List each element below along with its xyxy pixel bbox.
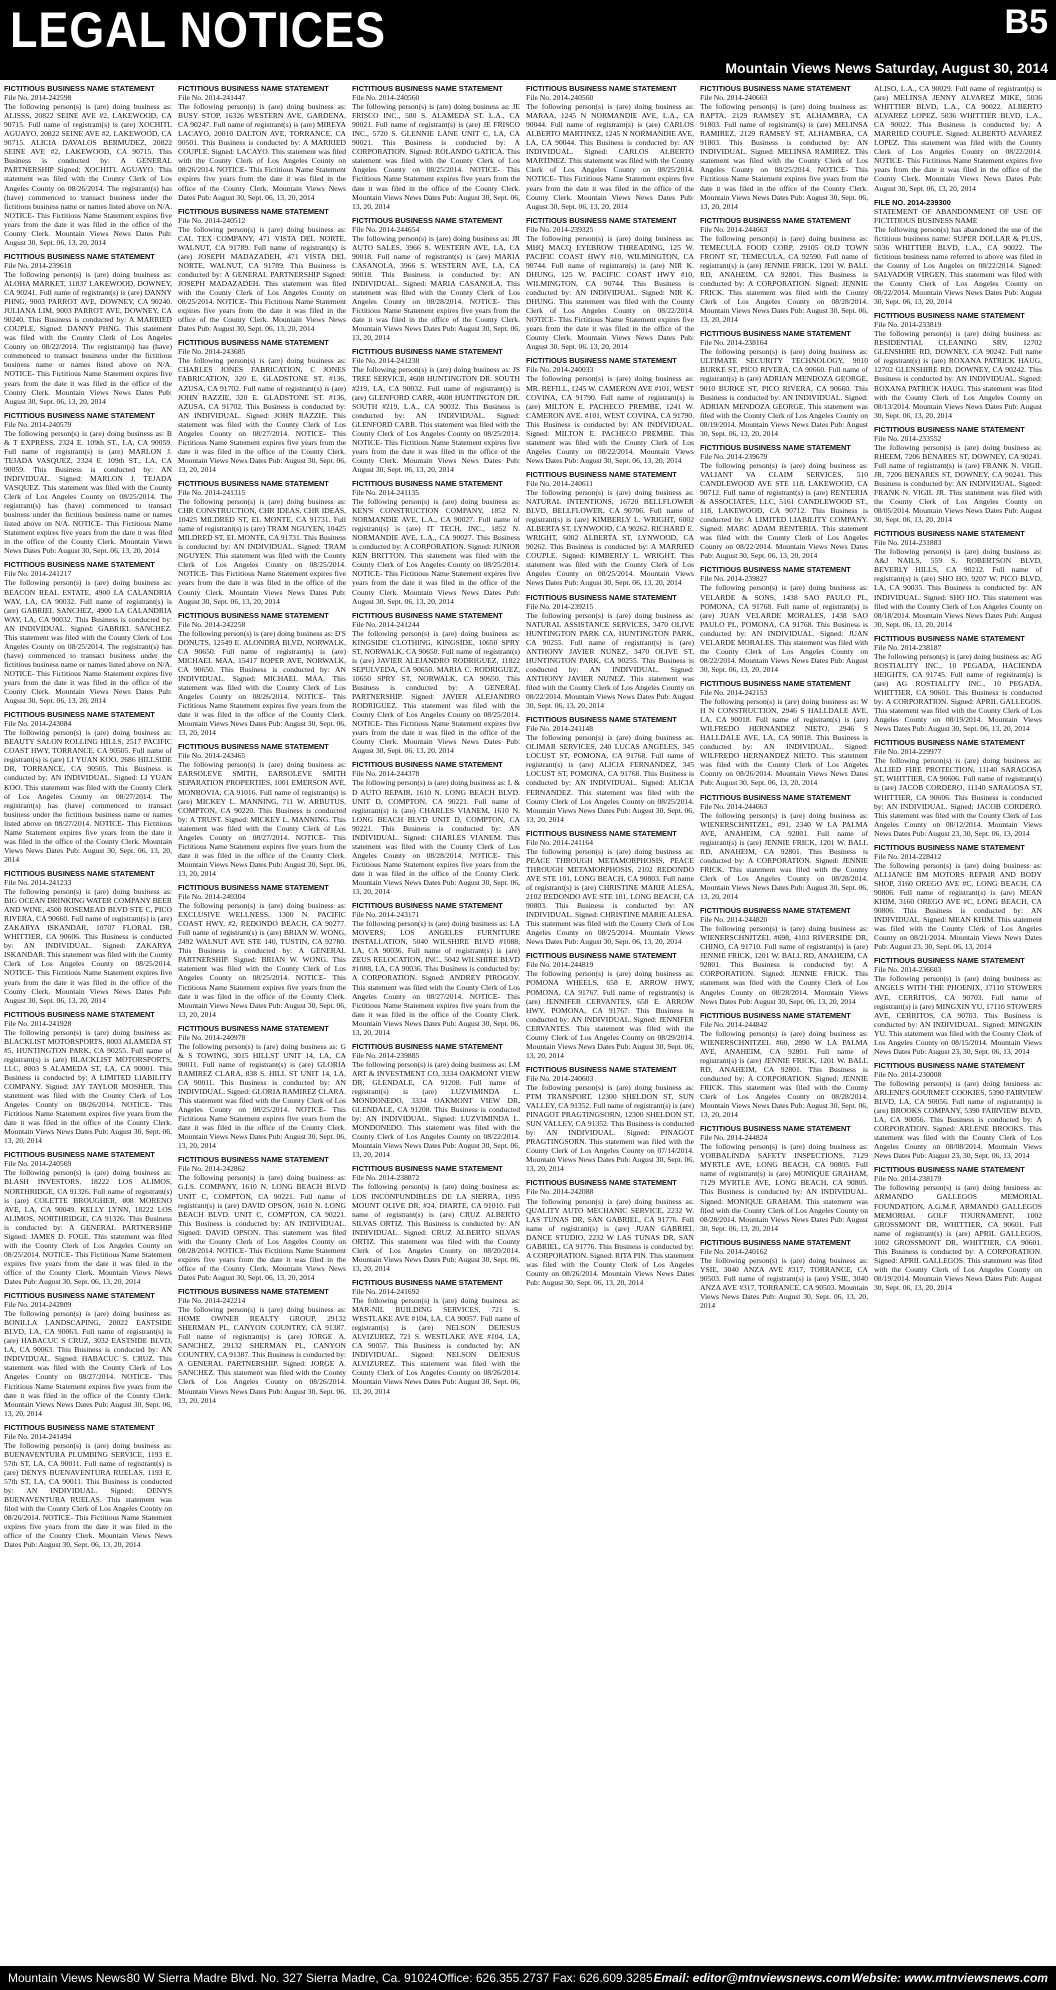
legal-notice	[352, 611, 520, 756]
notice-file-number: File No. 2014-242809	[4, 1300, 72, 1310]
notice-heading: FICTITIOUS BUSINESS NAME STATEMENT	[874, 738, 1025, 748]
notice-file-number: File No. 2014-231883	[874, 538, 942, 548]
notice-file-number: File No. 2014-240033	[526, 365, 594, 375]
notice-file-number: File No. 2014-244663	[700, 224, 768, 234]
notice-body: The following person(s) is (are) doing business as: WIENERSCHNITZEL #698, 4103 RIVERSIDE DR, CHINO, CA 91710. Full name of registrant(s) is (are) JENNIE FRICK, 1201 W. BALL RD, ANAHEIM, CA 92801. This Business is conducted by: A CORPORATION. Signed: JENNIE FRICK. This statement was filed with the County Clerk of Los Angeles County on 08/28/2014. Mountain Views News Dates Pub: August 30, Sept. 06, 13, 20, 2014	[700, 924, 868, 1006]
notice-file-number: File No. 2014-239885	[352, 1050, 420, 1060]
legal-notice	[526, 1178, 694, 1287]
notice-file-number: File No. 2014-239325	[526, 224, 594, 234]
notice-body: The following person(s) is (are) doing business as: TEMECULA FOOD CORP, 29105 OLD TOWN FRONT ST, TEMECULA, CA 92590. Full name of registrant(s) is (are) JENNIE FRICK, 1201 W. BALL RD, ANAHEIM, CA 92801. This Business is conducted by: A CORPORATION. Signed: JENNIE FRICK. This statement was filed with the County Clerk of Los Angeles County on 08/28/2014. Mountain Views News Dates Pub: August 30, Sept. 06, 13, 20, 2014	[700, 233, 868, 325]
notice-file-number: File No. 2014-239827	[700, 574, 768, 584]
footer-address: 80 W Sierra Madre Blvd. No. 327 Sierra Madre, Ca. 91024	[126, 1971, 438, 1985]
notice-heading: FICTITIOUS BUSINESS NAME STATEMENT	[4, 1150, 155, 1160]
notice-body: The following person(s) is (are) doing business as: B & T EXPRESS, 2324 E. 109th ST., LA, CA 90059. Full name of registrant(s) is (are) MARLON J. TEJADA VASQUEZ, 2324 E. 109th ST., LA, CA 90059. This Business is conducted by: AN INDIVIDUAL. Signed: MARLON J. TEJADA VASQUEZ. This statement was filed with the County Clerk of Los Angeles County on 08/25/2014. The registrant(s) has (have) commenced to transact business under the fictitious business name or names listed above on N/A. NOTICE- This Fictitious Name Statement expires five years from the date it was filed in the office of the County Clerk. Mountain Views News Dates Pub: August 30, Sept. 06, 13, 20, 2014	[4, 428, 172, 556]
notice-file-number: File No. 2014-241494	[4, 1431, 72, 1441]
legal-notice	[526, 829, 694, 947]
notice-heading: FICTITIOUS BUSINESS NAME STATEMENT	[874, 1165, 1025, 1175]
legal-notice	[874, 1061, 1042, 1161]
notice-column	[352, 84, 520, 1962]
notice-column	[700, 84, 868, 1962]
notice-heading: FICTITIOUS BUSINESS NAME STATEMENT	[178, 478, 329, 488]
legal-notice	[4, 84, 172, 247]
notice-heading: FICTITIOUS BUSINESS NAME STATEMENT	[4, 1291, 155, 1301]
notice-file-number: File No. 2014-242598	[4, 93, 72, 103]
notice-heading: FICTITIOUS BUSINESS NAME STATEMENT	[700, 792, 851, 802]
notice-heading: FILE NO. 2014-239300	[874, 197, 951, 207]
notice-file-number: File No. 2014-240663	[700, 93, 768, 103]
notice-body: The following person(s) is (are) doing business as: RESIDENTIAL CLEANING SRV, 12702 GLENSHIRE RD, DOWNEY, CA 90242. Full name of registrant(s) is (are) ROXANA PATRICK HAUG, 12702 GLENSHIRE RD, DOWNEY, CA 90242. This Business is conducted by: AN INDIVIDUAL. Signed: ROXANA PATRICK HAUG. This statement was filed with the County Clerk of Los Angeles County on 08/13/2014. Mountain Views News Dates Pub: August 30, Sept. 06, 13, 20, 2014	[874, 329, 1042, 420]
notice-heading: FICTITIOUS BUSINESS NAME STATEMENT	[700, 678, 851, 688]
legal-notice	[352, 216, 520, 343]
notice-file-number: File No. 2014-238187	[874, 642, 942, 652]
notice-heading: FICTITIOUS BUSINESS NAME STATEMENT	[700, 1124, 851, 1134]
notice-body: The following person(s) is (are) doing business as: ALISSS, 20822 SEINE AVE #2, LAKEWOOD, CA 90715. Full name of registrant(s) is (are) XOCHITL AGUAYO, 20822 SEINE AVE #2, LAKEWOOD, CA 90715. ALICIA DAVALOS BERMUDEZ, 20822 SEINE AVE #2, LAKEWOOD, CA 90715. This Business is conducted by: A GENERAL PARTNERSHIP Signed: XOCHITL AGUAYO. This statement was filed with the County Clerk of Los Angeles County on 08/26/2014. The registrant(s) has (have) commenced to transact business under the fictitious business name or names listed above on N/A. NOTICE- This Fictitious Name Statement expires five years from the date it was filed in the office of the County Clerk. Mountain Views News Dates Pub: August 30, Sept. 06, 13, 20, 2014	[4, 102, 172, 247]
notice-body: The following person(s) is (are) doing business as: NATURAL ASSISTANCE SERVICES, 3470 OLIVE HUNTINGTON PARK CA, HUNTINGTON PARK, CA 90255. Full name of registrant(s) is (are) ANTHONY JAVIER NUNEZ, 3470 OLIVE ST, HUNTINGTON PARK, CA 90255. This Business is conducted by: AN INDIVIDUAL. Signed: ANTHONY JAVIER NUNEZ. This statement was filed with the County Clerk of Los Angeles County on 08/22/2014. Mountain Views News Dates Pub: August 30, Sept. 06, 13, 20, 2014	[526, 610, 694, 711]
notice-file-number: File No. 2014-244820	[700, 915, 768, 925]
notice-file-number: File No. 2014-233552	[874, 433, 942, 443]
notice-body: The following person(s) is (are) doing business as: LOS INCONFUNDIBLES DE LA SIERRA, 1095 MOUNT OLIVE DR. #24, DIARTE, CA 91010. Full name of registrant(s) is (are) CRUZ ALBERTO SILVAS ORTIZ. This Business is conducted by: AN INDIVIDUAL. Signed: CRUZ ALBERTO SILVAS ORTIZ. This statement was filed with the County Clerk of Los Angeles County on 08/20/2014. Mountain Views News Dates Pub: August 30, Sept. 06, 13, 20, 2014	[352, 1182, 520, 1273]
notice-file-number: File No. 2014-240560	[526, 93, 594, 103]
notice-body: The following person(s) is (are) doing business as: MAR-NIL BUILDING SERVICES, 721 S. WESTLAKE AVE #104, LA, CA 90057. Full name of registrant(s) is (are) NELSON DEJESUS ALVIZUREZ, 721 S. WESTLAKE AVE #104, LA, CA 90057. This Business is conducted by: AN INDIVIDUAL. Signed: NELSON DEJESUS ALVIZUREZ. This statement was filed with the County Clerk of Los Angeles County on 08/26/2014. Mountain Views News Dates Pub: August 30, Sept. 06, 13, 20, 2014	[352, 1296, 520, 1396]
notice-heading: FICTITIOUS BUSINESS NAME STATEMENT	[526, 828, 677, 838]
notice-body: The following person(s) has abandoned the use of the fictitious business name: SUPER DOLLAR & PLUS, 5036 WHITTIER BLVD, L.A., CA 90022. The fictitious business name referred to above was filed in the County of Los Angeles on 08/22/2014. Signed: SALVADOR VIRGEN. This statement was filed with the County Clerk of Los Angeles County on 08/22/2014. Mountain Views News Dates Pub: August 30, Sept. 06, 13, 20, 2014	[874, 224, 1042, 307]
notice-heading: FICTITIOUS BUSINESS NAME STATEMENT	[874, 529, 1025, 539]
notice-file-number: File No. 2014-242862	[178, 1164, 246, 1174]
legal-notice	[4, 252, 172, 406]
notice-file-number: File No. 2014-241217	[4, 569, 72, 579]
notice-body: The following person(s) is (are) doing business as: BUSY STOP, 16326 WESTERN AVE, GARDENA, CA 90247. Full name of registrant(s) is (are) MIREYA LACAYO, 20010 DALTON AVE, TORRANCE, CA 90501. This Business is conducted by: A MARRIED COUPLE. Signed: LACAYO. This statement was filed with the County Clerk of Los Angeles County on 08/26/2014. NOTICE- This Fictitious Name Statement expires five years from the date it was filed in the office of the County Clerk. Mountain Views News Dates Pub: August 30, Sept. 06, 13, 20, 2014	[178, 102, 346, 202]
notice-heading: FICTITIOUS BUSINESS NAME STATEMENT	[700, 1237, 851, 1247]
notice-heading: FICTITIOUS BUSINESS NAME STATEMENT	[526, 715, 677, 725]
legal-notice	[178, 1024, 346, 1151]
notice-file-number: File No. 2014-244824	[700, 1133, 768, 1143]
legal-notice	[700, 1238, 868, 1310]
legal-notice	[4, 710, 172, 864]
notice-body: The following person(s) is (are) doing business as: CHARLES JONES FABRICATION, C JONES FABRICATION, 320 E. GLADSTONE ST. #136, AZUSA, CA 91702. Full name of registrant(s) is (are) JOHN RAZZIE, 320 E. GLADSTONE ST. #136, AZUSA, CA 91702. This Business is conducted by: AN INDIVIDUAL. Signed: JOHN RAZZIE. This statement was filed with the County Clerk of Los Angeles County on 08/27/2014. NOTICE- This Fictitious Name Statement expires five years from the date it was filed in the office of the County Clerk. Mountain Views News Dates Pub: August 30, Sept. 06, 13, 20, 2014	[178, 356, 346, 474]
legal-notice	[178, 883, 346, 1019]
notice-heading: FICTITIOUS BUSINESS NAME STATEMENT	[178, 742, 329, 752]
notice-file-number: File No. 2014-241315	[178, 488, 246, 498]
notice-file-number: File No. 2014-240560	[352, 93, 420, 103]
notice-heading: FICTITIOUS BUSINESS NAME STATEMENT	[4, 1422, 155, 1432]
notice-body: The following person(s) is (are) doing business as: MHQ MACQ EYEBROW THREADING, 125 W. PACIFIC COAST HWY #10, WILMINGTON, CA 90744. Full name of registrant(s) is (are) NIR K. DHUNG, 125 W. PACIFIC COAST HWY #10, WILMINGTON, CA 90744. This Business is conducted by: AN INDIVIDUAL. Signed: NIR K. DHUNG. This statement was filed with the County Clerk of Los Angeles County on 08/22/2014. NOTICE- This Fictitious Name Statement expires five years from the date it was filed in the office of the County Clerk. Mountain Views News Dates Pub: August 30, Sept. 06, 13, 20, 2014	[526, 233, 694, 352]
notice-heading: FICTITIOUS BUSINESS NAME STATEMENT	[700, 1010, 851, 1020]
notice-file-number: File No. 2014-239618	[4, 260, 72, 270]
notice-heading: FICTITIOUS BUSINESS NAME STATEMENT	[178, 882, 329, 892]
legal-notice	[874, 84, 1042, 193]
notice-file-number: File No. 2014-228412	[874, 851, 942, 861]
notice-body: The following person(s) is (are) doing business as: JS TREE SERVICE, 4608 HUNTINGTON DR. SOUTH #219, LA, CA 90032. Full name of registrant(s) is (are) GLENFORD CARR, 4608 HUNTINGTON DR. SOUTH #219, L.A., CA 90032. This Business is conducted by: AN INDIVIDUAL. Signed: GLENFORD CARR. This statement was filed with the County Clerk of Los Angeles County on 08/25/2014. NOTICE- This Fictitious Name Statement expires five years from the date it was filed in the office of the County Clerk. Mountain Views News Dates Pub: August 30, Sept. 06, 13, 20, 2014	[352, 365, 520, 474]
notice-file-number: File No. 2014-241164	[526, 837, 594, 847]
notice-heading: FICTITIOUS BUSINESS NAME STATEMENT	[4, 251, 155, 261]
notice-body: The following person(s) is (are) doing business as: D'S DONUTS, 12549 E. ALONDRA BLVD, NORWALK, CA 90650. Full name of registrant(s) is (are) MICHAEL MAA, 15417 ROPER AVE, NORWALK, CA 90650. This Business is conducted by: AN INDIVIDUAL. Signed: MICHAEL MAA. This statement was filed with the County Clerk of Los Angeles County on 08/26/2014. NOTICE- This Fictitious Name Statement expires five years from the date it was filed in the office of the County Clerk. Mountain Views News Dates Pub: August 30, Sept. 06, 13, 20, 2014	[178, 628, 346, 738]
notice-file-number: File No. 2014-240978	[178, 1032, 246, 1042]
notice-body: The following person(s) is (are) doing business as: MARAA, 1245 N NORMANDIE AVE, L.A., CA 90044. Full name of registrant(s) is (are) CARLOS ALBERTO MARTINEZ, 1245 N NORMANDIE AVE, LA, CA 90044. This Business is conducted by: AN INDIVIDUAL. Signed: CARLOS ALBERTO MARTINEZ. This statement was filed with the County Clerk of Los Angeles County on 08/25/2014. NOTICE- This Fictitious Name Statement expires five years from the date it was filed in the office of the County Clerk. Mountain Views News Dates Pub: August 30, Sept. 06, 13, 20, 2014	[526, 102, 694, 211]
legal-notice	[352, 1164, 520, 1273]
notice-file-number: File No. 2014-241238	[352, 356, 420, 366]
notice-heading: FICTITIOUS BUSINESS NAME STATEMENT	[700, 442, 851, 452]
notice-heading: FICTITIOUS BUSINESS NAME STATEMENT	[178, 610, 329, 620]
notice-body: The following person(s) is (are) doing business as: KEN'S CONSTRUCTION COMPANY, 1852 N. NORMANDIE AVE, L.A., CA 90027. Full name of registrant(s) is (are) IT TECH, INC., 1852 N. NORMANDIE AVE, L.A., CA 90027. This Business is conducted by: A CORPORATION. Signed: JUNIOR KEN BRITTON. This statement was filed with the County Clerk of Los Angeles County on 08/25/2014. NOTICE- This Fictitious Name Statement expires five years from the date it was filed in the office of the County Clerk. Mountain Views News Dates Pub: August 30, Sept. 06, 13, 20, 2014	[352, 497, 520, 606]
notice-file-number: File No. 2014-244654	[352, 224, 420, 234]
notice-file-number: File No. 2014-244842	[700, 1019, 768, 1029]
legal-notice	[874, 311, 1042, 420]
notice-heading: FICTITIOUS BUSINESS NAME STATEMENT	[352, 1277, 503, 1287]
page-header	[0, 0, 1056, 80]
legal-notice	[178, 338, 346, 474]
legal-notice	[178, 1287, 346, 1405]
notice-file-number: File No. 2014-240512	[178, 215, 246, 225]
notice-body: The following person(s) is (are) doing business as: YORBALINDA SAFETY INSPECTIONS, 7129 MYRTLE AVE, LONG BEACH, CA 90805. Full name of registrant(s) is (are) MONIQUE GRAHAM, 7129 MYRTLE AVE, LONG BEACH, CA 90805. This Business is conducted by: AN INDIVIDUAL. Signed: MONIQUE GRAHAM. This statement was filed with the County Clerk of Los Angeles County on 08/28/2014. Mountain Views News Dates Pub: August 30, Sept. 06, 13, 20, 2014	[700, 1142, 868, 1233]
notice-body: The following person(s) is (are) doing business as: ULTIMATE SECURITY TECHNOLOGY, 9010 BURKE ST, PICO RIVERA, CA 90660. Full name of registrant(s) is (are) ADRIAN MENDOZA GEORGE, 9010 BURKE ST, PICO RIVERA, CA 90660. This Business is conducted by: AN INDIVIDUAL. Signed: ADRIAN MENDOZA GEORGE. This statement was filed with the County Clerk of Los Angeles County on 08/19/2014. Mountain Views News Dates Pub: August 30, Sept. 06, 13, 20, 2014	[700, 347, 868, 438]
notice-file-number: File No. 2014-242214	[178, 1296, 246, 1306]
notice-heading: FICTITIOUS BUSINESS NAME STATEMENT	[874, 1060, 1025, 1070]
legal-notice	[178, 1155, 346, 1282]
notice-heading: FICTITIOUS BUSINESS NAME STATEMENT	[526, 1178, 677, 1188]
legal-notice	[700, 906, 868, 1006]
notice-file-number: File No. 2014-238872	[352, 1173, 420, 1183]
notice-file-number: File No. 2014-241135	[352, 488, 420, 498]
notice-heading: FICTITIOUS BUSINESS NAME STATEMENT	[526, 592, 677, 602]
notice-heading: FICTITIOUS BUSINESS NAME STATEMENT	[352, 347, 503, 357]
legal-notice	[4, 1010, 172, 1146]
notice-file-number: File No. 2014-240304	[178, 892, 246, 902]
legal-notice	[700, 679, 868, 788]
notice-file-number: File No. 2014-236603	[874, 965, 942, 975]
notice-file-number: File No. 2014-242258	[178, 619, 246, 629]
notice-columns	[4, 84, 1052, 1962]
notice-body: The following person(s) is (are) doing business as: WIENERSCHNITZEL, #91, 2340 W LA PALMA AVE, ANAHEIM, CA 92801. Full name of registrant(s) is (are) JENNIE FRICK, 1201 W. BALL RD, ANAHEIM, CA 92801. This Business is conducted by: A CORPORATION. Signed: JENNIE FRICK. This statement was filed with the County Clerk of Los Angeles County on 08/28/2014. Mountain Views News Dates Pub: August 30, Sept. 06, 13, 20, 2014	[700, 810, 868, 902]
legal-notice	[700, 216, 868, 325]
notice-body: The following person(s) is (are) doing business as: VALIANT VA CLAIM SERVICES, 510 CANDLEWOOD AVE STE 118, LAKEWOOD, CA 90712. Full name of registrant(s) is (are) RENTERIA & ASSOCIATES, LLC, 5161 CANDLEWOOD ST., 118, LAKEWOOD, CA 90712. This Business is conducted by: A LIMITED LIABILITY COMPANY. Signed: MARC ADAM RENTERIA. This statement was filed with the County Clerk of Los Angeles County on 08/22/2014. Mountain Views News Dates Pub: August 30, Sept. 06, 13, 20, 2014	[700, 460, 868, 561]
legal-notice	[700, 443, 868, 561]
notice-body: The following person(s) is (are) doing business as: BONILLA LANDSCAPING, 20022 EASTSIDE BLVD, LA, CA 90063. Full name of registrant(s) is (are) HABACUC S CRUZ, 3032 EASTSIDE BLVD, LA, CA 90063. This Business is conducted by: AN INDIVIDUAL. Signed: HABACUC S. CRUZ. This statement was filed with the County Clerk of Los Angeles County on 08/27/2014. NOTICE- This Fictitious Name Statement expires five years from the date it was filed in the office of the County Clerk. Mountain Views News Dates Pub: August 30, Sept. 06, 13, 20, 2014	[4, 1309, 172, 1418]
notice-body: ALISO, L.A., CA 90029. Full name of registrant(s) is (are) MELINSA JENNY ALVAREZ MIKE, 5036 WHITTIER BLVD, L.A., CA 90022. ALBERTO ALVAREZ LOPEZ, 5036 WHITTIER BLVD, L.A., CA 90022. This Business is conducted by: A MARRIED COUPLE. Signed: ALBERTO ALVAREZ LOPEZ. This statement was filed with the County Clerk of Los Angeles County on 08/22/2014. NOTICE- This Fictitious Name Statement expires five years from the date it was filed in the office of the County Clerk. Mountain Views News Dates Pub: August 30, Sept. 06, 13, 20, 2014	[874, 84, 1042, 193]
notice-body: The following person(s) is (are) doing business as: BEACON REAL ESTATE, 4900 LA CALANDRIA WAY, LA, CA 90032. Full name of registrant(s) is (are) GABRIEL SANCHEZ, 4900 LA CALANDRIA WAY, LA, CA 90032. This Business is conducted by: AN INDIVIDUAL. Signed: GABRIEL SANCHEZ. This statement was filed with the County Clerk of Los Angeles County on 08/25/2014. The registrant(s) has (have) commenced to transact business under the fictitious business name or names listed above on N/A. NOTICE- This Fictitious Name Statement expires five years from the date it was filed in the office of the County Clerk. Mountain Views News Dates Pub: August 30, Sept. 06, 13, 20, 2014	[4, 578, 172, 706]
notice-file-number: File No. 2014-240603	[526, 1073, 594, 1083]
notice-body: The following person(s) is (are) doing business as: W H N CONSTRUCTION, 2946 S HALLDALE AVE, LA, CA 90018. Full name of registrant(s) is (are) WILFREDO HERNANDEZ NIETO, 2946 S HALLDALE AVE, LA, CA 90018. This Business is conducted by: AN INDIVIDUAL. Signed: WILFREDO HERNANDEZ NIETO. This statement was filed with the County Clerk of Los Angeles County on 08/26/2014. Mountain Views News Dates Pub: August 30, Sept. 06, 13, 20, 2014	[700, 697, 868, 788]
notice-heading: FICTITIOUS BUSINESS NAME STATEMENT	[526, 469, 677, 479]
notice-heading: FICTITIOUS BUSINESS NAME STATEMENT	[4, 710, 155, 720]
notice-file-number: File No. 2014-244378	[352, 769, 420, 779]
legal-notice	[700, 84, 868, 211]
notice-body: The following person(s) is (are) doing business as: ANGELS WITH THE PHOENIX, 17110 STOWERS AVE, CERRITOS, CA 90703. Full name of registrant(s) is (are) MINGXIN YU, 17110 STOWERS AVE, CERRITOS, CA 90703. This Business is conducted by: AN INDIVIDUAL. Signed: MINGXIN YU. This statement was filed with the County Clerk of Los Angeles County on 08/15/2014. Mountain Views News Dates Pub: August 23, 30, Sept. 06, 13, 2014	[874, 974, 1042, 1056]
notice-body: The following person(s) is (are) doing business as: JE FRISCO INC., 580 S. ALAMEDA ST. L.A., CA 90021. Full name of registrant(s) is (are) JE FRISCO INC., 5720 S. GLENNIE LANE UNIT C, LA, CA 90021. This Business is conducted by: A CORPORATION. Signed: ROLANDO GATICA. This statement was filed with the County Clerk of Los Angeles County on 08/25/2014. NOTICE- This Fictitious Name Statement expires five years from the date it was filed in the office of the County Clerk. Mountain Views News Dates Pub: August 30, Sept. 06, 13, 20, 2014	[352, 102, 520, 211]
notice-body: The following person(s) is (are) doing business as: OLIMAR SERVICES, 240 LUCAS ANGELES, 345 LOCUST ST, POMONA, CA 91768. Full name of registrant(s) is (are) ALICIA FERNANDEZ, 345 LOCUST ST, POMONA, CA 91768. This Business is conducted by: AN INDIVIDUAL. Signed: ALICIA FERNANDEZ. This statement was filed with the County Clerk of Los Angeles County on 08/25/2014. Mountain Views News Dates Pub: August 30, Sept. 06, 13, 20, 2014	[526, 733, 694, 824]
notice-file-number: File No. 2014-243685	[178, 347, 246, 357]
notice-heading: FICTITIOUS BUSINESS NAME STATEMENT	[700, 84, 851, 93]
notice-heading: FICTITIOUS BUSINESS NAME STATEMENT	[874, 842, 1025, 852]
notice-heading: FICTITIOUS BUSINESS NAME STATEMENT	[700, 906, 851, 916]
legal-notice	[874, 529, 1042, 629]
notice-file-number: File No. 2014-241692	[352, 1287, 420, 1296]
notice-column	[874, 84, 1042, 1962]
notice-body: The following person(s) is (are) doing business as: A&J NAILS, 559 S. ROBERTSON BLVD, BEVERLY HILLS, CA 90212. Full name of registrant(s) is (are) SHO HO, 9207 W. PICO BLVD, LA, CA 90035. This Business is conducted by: AN INDIVIDUAL. Signed: SHO HO. This statement was filed with the County Clerk of Los Angeles County on 08/18/2014. Mountain Views News Dates Pub: August 30, Sept. 06, 13, 20, 2014	[874, 547, 1042, 629]
legal-notice	[874, 956, 1042, 1056]
notice-heading: FICTITIOUS BUSINESS NAME STATEMENT	[700, 215, 851, 225]
notice-file-number: File No. 2014-242088	[526, 1187, 594, 1197]
legal-notice	[526, 951, 694, 1060]
legal-notice	[700, 793, 868, 902]
legal-notice	[700, 329, 868, 438]
notice-body: The following person(s) is (are) doing business as: EXCLUSIVE WELLNESS, 1300 N. PACIFIC COAST HWY, #2, REDONDO BEACH, CA 90277. Full name of registrant(s) is (are) BRIAN W. WONG, 2492 WALNUT AVE STE 140, TUSTIN, CA 92780. This Business is conducted by: A GENERAL PARTNERSHIP. Signed: BRIAN W. WONG. This statement was filed with the County Clerk of Los Angeles County on 08/25/2014. NOTICE- This Fictitious Name Statement expires five years from the date it was filed in the office of the County Clerk. Mountain Views News Dates Pub: August 30, Sept. 06, 13, 20, 2014	[178, 901, 346, 1019]
legal-notice	[874, 1165, 1042, 1292]
notice-heading: FICTITIOUS BUSINESS NAME STATEMENT	[700, 565, 851, 575]
notice-heading: FICTITIOUS BUSINESS NAME STATEMENT	[178, 206, 329, 216]
notice-file-number: File No. 2014-238164	[700, 338, 768, 348]
legal-notice	[526, 216, 694, 352]
notice-body: The following person(s) is (are) doing business as: VELARDE & SONS, 1438 SAO PAULO PL, POMONA, CA 91768. Full name of registrant(s) is (are) JUAN VELARDE MORALES, 1438 SAO PAULO PL, POMONA, CA 91768. This Business is conducted by: AN INDIVIDUAL. Signed: JUAN VELARDE MORALES. This statement was filed with the County Clerk of Los Angeles County on 08/22/2014. Mountain Views News Dates Pub: August 30, Sept. 06, 13, 20, 2014	[700, 583, 868, 674]
notice-body: The following person(s) is (are) doing business as: L & D AUTO REPAIR, 1610 N. LONG BEACH BLVD. UNIT D, COMPTON, CA 90221. Full name of registrant(s) is (are) CHARLES VIANEM, 1610 N. LONG BEACH BLVD UNIT D, COMPTON, CA 90221. This Business is conducted by: AN INDIVIDUAL. Signed: CHARLES VIANEM. This statement was filed with the County Clerk of Los Angeles County on 08/28/2014. NOTICE- This Fictitious Name Statement expires five years from the date it was filed in the office of the County Clerk. Mountain Views News Dates Pub: August 30, Sept. 06, 13, 20, 2014	[352, 778, 520, 897]
legal-notice	[874, 198, 1042, 307]
notice-heading: FICTITIOUS BUSINESS NAME STATEMENT	[178, 84, 329, 93]
notice-body: The following person(s) is (are) doing business as: QUALITY AUTO MECHANIC SERVICE, 2232 W. LAS TUNAS DR, SAN GABRIEL, CA 91776. Full name of registrant(s) is (are) JUAN GABRIEL DANCE STUDIO, 2232 W LAS TUNAS DR, SAN GABRIEL, CA 91776. This Business is conducted by: A CORPORATION. Signed: RITA PIN. This statement was filed with the County Clerk of Los Angeles County on 08/26/2014. Mountain Views News Dates Pub: August 30, Sept. 06, 13, 20, 2014	[526, 1196, 694, 1287]
notice-file-number: File No. 2014-229977	[874, 747, 942, 757]
notice-file-number: File No. 2014-239215	[526, 601, 594, 611]
notice-file-number: File No. 2014-240569	[4, 1159, 72, 1169]
legal-notice	[4, 869, 172, 1005]
notice-body: The following person(s) is (are) doing business as: JR AUTO SALES, 3966 S. WESTERN AVE, LA, CA 90018. Full name of registrant(s) is (are) MARIA CASANOLA, 3966 S. WESTERN AVE, LA, CA 90018. This Business is conducted by: AN INDIVIDUAL. Signed: MARIA CASANOLA. This statement was filed with the County Clerk of Los Angeles County on 08/28/2014. NOTICE- This Fictitious Name Statement expires five years from the date it was filed in the office of the County Clerk. Mountain Views News Dates Pub: August 30, Sept. 06, 13, 20, 2014	[352, 233, 520, 343]
notice-column	[4, 84, 172, 1962]
notice-body: The following person(s) is (are) doing business as: AG ROSTIALITY INC., 10 PEGADA, HACIENDA HEIGHTS, CA 91745. Full name of registrant(s) is (are) AG ROSTIALITY INC., 10 PEGADA, WHITTIER, CA 90601. This Business is conducted by: A CORPORATION. Signed: APRIL GALLEGOS. This statement was filed with the County Clerk of Los Angeles County on 08/19/2014. Mountain Views News Dates Pub: August 30, Sept. 06, 13, 20, 2014	[874, 651, 1042, 734]
notice-body: The following person(s) is (are) doing business as: CAL TEX COMPANY, 471 VISTA DEL NORTE, WALNUT, CA 91789. Full name of registrant(s) is (are) JOSEPH MADAZADEH, 471 VISTA DEL NORTE, WALNUT, CA 91789. This Business is conducted by: A GENERAL PARTNERSHIP Signed: JOSEPH MADAZADEH. This statement was filed with the County Clerk of Los Angeles County on 08/25/2014. NOTICE- This Fictitious Name Statement expires five years from the date it was filed in the office of the County Clerk. Mountain Views News Dates Pub: August 30, Sept. 06, 13, 20, 2014	[178, 224, 346, 334]
notice-file-number: File No. 2014-242153	[700, 688, 768, 697]
legal-notice	[526, 593, 694, 711]
section-title: LEGAL NOTICES	[10, 2, 386, 58]
notice-heading: FICTITIOUS BUSINESS NAME STATEMENT	[874, 633, 1025, 643]
notice-heading: FICTITIOUS BUSINESS NAME STATEMENT	[4, 410, 155, 420]
legal-notice	[178, 207, 346, 334]
notice-body: The following person(s) is (are) doing business as: ALOHA MARKET, 11837 LAKEWOOD, DOWNEY, CA 90241. Full name of registrant(s) is (are) DANNY PHNG, 9003 PARROT AVE, DOWNEY, CA 90240. JULIANA LIM, 9003 PARROT AVE, DOWNEY, CA 90240. This Business is conducted by: A MARRIED COUPLE. Signed: DANNY PHNG. This statement was filed with the County Clerk of Los Angeles County on 08/22/2014. The registrant(s) has (have) commenced to transact business under the fictitious business name or names listed above on N/A. NOTICE- This Fictitious Name Statement expires five years from the date it was filed in the office of the County Clerk. Mountain Views News Dates Pub: August 30, Sept. 06, 13, 20, 2014	[4, 269, 172, 406]
notice-file-number: File No. 2014-241244	[352, 619, 420, 629]
notice-heading: FICTITIOUS BUSINESS NAME STATEMENT	[352, 760, 503, 770]
notice-body: The following person(s) is (are) doing business as: POMONA WHEELS, 658 E. ARROW HWY, POMONA, CA 91767. Full name of registrant(s) is (are) JENNIFER CERVANTES, 658 E. ARROW HWY, POMONA, CA 91767. This Business is conducted by: AN INDIVIDUAL. Signed: JENNIFER CERVANTES. This statement was filed with the County Clerk of Los Angeles County on 08/29/2014. Mountain Views News Dates Pub: August 30, Sept. 06, 13, 20, 2014	[526, 969, 694, 1060]
notice-heading: FICTITIOUS BUSINESS NAME STATEMENT	[526, 951, 677, 961]
footer-website[interactable]: Website: www.mtnviewsnews.com	[851, 1971, 1048, 1985]
notice-heading: FICTITIOUS BUSINESS NAME STATEMENT	[700, 329, 851, 339]
legal-notice	[526, 1065, 694, 1174]
notice-body: The following person(s) is (are) doing business as: BIG OCEAN DRINKING WATER COMPANY BEER AND WINE, 4500 ROSEMEAD BLVD STE C, PICO RIVERA, CA 90660. Full name of registrant(s) is (are) ZAKARYA ISKANDAR, 10707 FLORAL DR, WHITTIER, CA 90606. This Business is conducted by: AN INDIVIDUAL. Signed: ZAKARYA ISKANDAR. This statement was filed with the County Clerk of Los Angeles County on 08/25/2014. NOTICE- This Fictitious Name Statement expires five years from the date it was filed in the office of the County Clerk. Mountain Views News Dates Pub: August 30, Sept. 06, 13, 20, 2014	[4, 887, 172, 1005]
notice-heading: FICTITIOUS BUSINESS NAME STATEMENT	[352, 1164, 503, 1174]
notice-body: The following person(s) is (are) doing business as: RHEEM, 7206 BENARES ST, DOWNEY, CA 90241. Full name of registrant(s) is (are) FRANK N. VIGIL JR, 7206 BENARES ST, DOWNEY, CA 90241. This Business is conducted by: AN INDIVIDUAL. Signed: FRANK N. VIGIL JR. This statement was filed with the County Clerk of Los Angeles County on 08/05/2014. Mountain Views News Dates Pub: August 30, Sept. 06, 13, 20, 2014	[874, 442, 1042, 525]
notice-heading: FICTITIOUS BUSINESS NAME STATEMENT	[4, 560, 155, 570]
notice-heading: FICTITIOUS BUSINESS NAME STATEMENT	[178, 1155, 329, 1165]
legal-notice	[352, 479, 520, 606]
notice-heading: FICTITIOUS BUSINESS NAME STATEMENT	[178, 1023, 329, 1033]
notice-body: The following person(s) is (are) doing business as: KINGSIDE CLOTHING, KINGSIDE, 10650 SPRY ST, NORWALK, CA 90650. Full name of registrant(s) is (are) JAVIER ALEJANDRO RODRIGUEZ, 11822 SEPULVEDA, CA 90650. MARIA C. RODRIGUEZ, 10650 SPRY ST, NORWALK, CA 90650. This Business is conducted by: A GENERAL PARTNERSHIP. Signed: JAVIER ALEJANDRO RODRIGUEZ. This statement was filed with the County Clerk of Los Angeles County on 08/25/2014. NOTICE- This Fictitious Name Statement expires five years from the date it was filed in the office of the County Clerk. Mountain Views News Dates Pub: August 30, Sept. 06, 13, 20, 2014	[352, 628, 520, 756]
notice-file-number: File No. 2014-241447	[178, 93, 246, 103]
notice-heading: FICTITIOUS BUSINESS NAME STATEMENT	[352, 215, 503, 225]
notice-file-number: File No. 2014-243084	[4, 719, 72, 729]
legal-notice	[4, 1291, 172, 1418]
notice-body: The following person(s) is (are) doing business as: BUENAVENTURA PLUMBING SERVICE, 1193 E. 57th ST, LA, CA 90011. Full name of registrant(s) is (are) DENYS BUENAVENTURA RUELAS, 1193 E. 57th ST, LA, CA 90011. This Business is conducted by: AN INDIVIDUAL. Signed: DENYS BUENAVENTURA RUELAS. This statement was filed with the County Clerk of Los Angeles County on 08/26/2014. NOTICE- This Fictitious Name Statement expires five years from the date it was filed in the office of the County Clerk. Mountain Views News Dates Pub: August 30, Sept. 06, 13, 20, 2014	[4, 1440, 172, 1550]
notice-heading: FICTITIOUS BUSINESS NAME STATEMENT	[178, 1287, 329, 1296]
notice-heading: FICTITIOUS BUSINESS NAME STATEMENT	[4, 868, 155, 878]
notice-file-number: File No. 2014-244819	[526, 960, 594, 970]
notice-file-number: File No. 2014-238179	[874, 1174, 942, 1184]
notice-body: The following person(s) is (are) doing business as: EARSOLEVE SMITH, EARSOLEVE SMITH SEPARATION PROPERTIES, 1001 EMERSON AVE, MONROVIA, CA 91016. Full name of registrant(s) is (are) MICKEY L. MANNING, 711 W. ARBUTUS, COMPTON, CA 90220. This Business is conducted by: A TRUST. Signed: MICKEY L. MANNING. This statement was filed with the County Clerk of Los Angeles County on 08/27/2014. NOTICE- This Fictitious Name Statement expires five years from the date it was filed in the office of the County Clerk. Mountain Views News Dates Pub: August 30, Sept. 06, 13, 20, 2014	[178, 760, 346, 878]
notice-body: The following person(s) is (are) doing business as: BLACKLIST MOTORSPORTS, 8003 ALAMEDA ST #5, HUNTINGTON PARK, CA 90255. Full name of registrant(s) is (are) BLACKLIST MOTORSPORTS, LLC, 8003 S ALAMEDA ST, LA, CA 90001. This Business is conducted by: A LIMITED LIABILITY COMPANY. Signed: JAY TAYLOR MOSHER. This statement was filed with the County Clerk of Los Angeles County on 08/26/2014. NOTICE- This Fictitious Name Statement expires five years from the date it was filed in the office of the County Clerk. Mountain Views News Dates Pub: August 30, Sept. 06, 13, 20, 2014	[4, 1027, 172, 1146]
legal-notice	[4, 411, 172, 556]
legal-notice	[352, 1278, 520, 1396]
notice-body: The following person(s) is (are) doing business as: MR. REFILL, 1245 W. CAMERON AVE #101, WEST COVINA, CA 91790. Full name of registrant(s) is (are) MILTON E. PACHECO PREMBE, 1241 W. CAMERON AVE. #101, WEST COVINA, CA 91790. This Business is conducted by: AN INDIVIDUAL. Signed: MILTON E. PACHECO PREMBE. This statement was filed with the County Clerk of Los Angeles County on 08/22/2014. Mountain Views News Dates Pub: August 30, Sept. 06, 13, 20, 2014	[526, 374, 694, 465]
notice-heading: FICTITIOUS BUSINESS NAME STATEMENT	[874, 424, 1025, 434]
legal-notice	[526, 356, 694, 465]
notice-body: The following person(s) is (are) doing business as: CHR CONSTRUCTION, CHR IDEAS, CHR IDEAS, 10425 MILDRED ST, EL MONTE, CA 91731. Full name of registrant(s) is (are) TRAM NGUYEN, 10425 MILDRED ST, EL MONTE, CA 91731. This Business is conducted by: AN INDIVIDUAL. Signed: TRAM NGUYEN. This statement was filed with the County Clerk of Los Angeles County on 08/25/2014. NOTICE- This Fictitious Name Statement expires five years from the date it was filed in the office of the County Clerk. Mountain Views News Dates Pub: August 30, Sept. 06, 13, 20, 2014	[178, 497, 346, 606]
legal-notice	[352, 347, 520, 474]
notice-heading: FICTITIOUS BUSINESS NAME STATEMENT	[526, 215, 677, 225]
notice-heading: FICTITIOUS BUSINESS NAME STATEMENT	[874, 311, 1025, 321]
legal-notice	[4, 560, 172, 705]
notice-file-number: File No. 2014-241233	[4, 877, 72, 887]
page-footer	[0, 1966, 1056, 1990]
notice-body: The following person(s) is (are) doing business as: ALLIED FIRE PROTECTION, 11140 SARAGOSA ST, WHITTIER, CA 90606. Full name of registrant(s) is (are) JACOB CORDERO, 11140 SARAGOSA ST, WHITTIER, CA 90606. This Business is conducted by: AN INDIVIDUAL. Signed: JACOB CORDERO. This statement was filed with the County Clerk of Los Angeles County on 08/12/2014. Mountain Views News Dates Pub: August 23, 30, Sept. 06, 13, 2014	[874, 756, 1042, 838]
legal-notice	[178, 84, 346, 202]
notice-heading: FICTITIOUS BUSINESS NAME STATEMENT	[352, 84, 503, 93]
notice-heading: FICTITIOUS BUSINESS NAME STATEMENT	[526, 356, 677, 366]
legal-notice	[352, 84, 520, 211]
notice-file-number: File No. 2014-240162	[700, 1246, 768, 1256]
legal-notice	[526, 715, 694, 824]
notice-body: The following person(s) is (are) doing business as: ALLIANCE BM MOTORS REPAIR AND BODY SHOP, 3160 OREGO AVE #C, LONG BEACH, CA 90806. Full name of registrant(s) is (are) MEAN KHIM, 3160 OREGO AVE #C, LONG BEACH, CA 90806. This Business is conducted by: AN INDIVIDUAL. Signed: MEAN KHIM. This statement was filed with the County Clerk of Los Angeles County on 08/21/2014. Mountain Views News Dates Pub: August 23, 30, Sept. 06, 13, 2014	[874, 860, 1042, 952]
notice-body: The following person(s) is (are) doing business as: LA MOVERS; LOS ANGELES FURNITURE INSTALLATION, 5040 WILSHIRE BLVD #1088, LA, CA 90036. Full name of registrant(s) is (are) ZEUS RELOCATION, INC., 5042 WILSHIRE BLVD #1088, LA, CA 90036. This Business is conducted by: A CORPORATION. Signed: ANDREY PIROGOV. This statement was filed with the County Clerk of Los Angeles County on 08/27/2014. NOTICE- This Fictitious Name Statement expires five years from the date it was filed in the office of the County Clerk. Mountain Views News Dates Pub: August 30, Sept. 06, 13, 20, 2014	[352, 919, 520, 1037]
notice-file-number: File No. 2014-244663	[700, 801, 768, 811]
legal-notice	[526, 470, 694, 588]
notice-file-number: File No. 2014-241928	[4, 1018, 72, 1028]
notice-body: The following person(s) is (are) doing business as: BEAUTY SALON ROLLING HILLS, 2517 PACIFIC COAST HWY, TORRANCE, CA 90505. Full name of registrant(s) is (are) LI YUAN KOO, 2686 HILLSIDE DR, TORRANCE, CA 90505. This Business is conducted by: AN INDIVIDUAL. Signed: LI YUAN KOO. This statement was filed with the County Clerk of Los Angeles County on 08/27/2014. The registrant(s) has (have) commenced to transact business under the fictitious business name or names listed above on 08/27/2014. NOTICE- This Fictitious Name Statement expires five years from the date it was filed in the office of the County Clerk. Mountain Views News Dates Pub: August 30, Sept. 06, 13, 20, 2014	[4, 728, 172, 864]
notice-file-number: File No. 2014-239679	[700, 451, 768, 461]
notice-body: The following person(s) is (are) doing business as: PEACE THROUGH METAMORPHOSIS, PEACE THROUGH METAMORPHOSIS, 2102 REDONDO AVE STE 101, LONG BEACH, CA 90803. Full name of registrant(s) is (are) CHRISTINE MARIE ALESA, 2102 REDONDO AVE STE 101, LONG BEACH, CA 90803. This Business is conducted by: AN INDIVIDUAL. Signed: CHRISTINE MARIE ALESA. This statement was filed with the County Clerk of Los Angeles County on 08/25/2014. Mountain Views News Dates Pub: August 30, Sept. 06, 13, 20, 2014	[526, 846, 694, 947]
footer-phones: Office: 626.355.2737 Fax: 626.609.3285	[438, 1971, 653, 1985]
notice-body: The following person(s) is (are) doing business as: NATURAL INTENTIONS, 16720 BELLFLOWER BLVD, BELLFLOWER, CA 90706. Full name of registrant(s) is (are) KIMBERLY L. WRIGHT, 6002 ALBERTA ST, LYNWOOD, CA 90262. RICHARD E. WRIGHT, 6002 ALBERTA ST, LYNWOOD, CA 90262. This Business is conducted by: A MARRIED COUPLE. Signed: KIMBERLY L. WRIGHT. This statement was filed with the County Clerk of Los Angeles County on 08/25/2014. Mountain Views News Dates Pub: August 30, Sept. 06, 13, 20, 2014	[526, 488, 694, 588]
notice-body: The following person(s) is (are) doing business as: BLASH INVESTORS, 18222 LOS ALIMOS, NORTHRIDGE, CA 91326. Full name of registrant(s) is (are) COLETTE BROUGHER, 808 MORENO AVE, LA, CA 90049. KELLY LYNN, 18222 LOS ALIMOS, NORTHRIDGE, CA 91326. This Business is conducted by: A GENERAL PARTNERSHIP Signed: JAMES D. FOGE. This statement was filed with the County Clerk of Los Angeles County on 08/25/2014. NOTICE- This Fictitious Name Statement expires five years from the date it was filed in the office of the County Clerk. Mountain Views News Dates Pub: August 30, Sept. 06, 13, 20, 2014	[4, 1168, 172, 1286]
notice-heading: FICTITIOUS BUSINESS NAME STATEMENT	[526, 84, 677, 93]
notice-body: The following person(s) is (are) doing business as: ARMANDO GALLEGOS MEMORIAL FOUNDATION, A.G.M.F, ARMANDO GALLEGOS MEMORIAL GOLF TOURNAMENT, 1002 GROSSMONT DR, WHITTIER, CA 90601. Full name of registrant(s) is (are) APRIL GALLEGOS, 1002 GROSSMONT DR, WHITTIER, CA 90601. This Business is conducted by: A CORPORATION. Signed: APRIL GALLEGOS. This statement was filed with the County Clerk of Los Angeles County on 08/19/2014. Mountain Views News Dates Pub: August 30, Sept. 06, 13, 20, 2014	[874, 1183, 1042, 1292]
notice-heading: FICTITIOUS BUSINESS NAME STATEMENT	[874, 956, 1025, 966]
notice-file-number: File No. 2014-241148	[526, 724, 594, 734]
legal-notice	[874, 425, 1042, 525]
notice-heading: FICTITIOUS BUSINESS NAME STATEMENT	[352, 610, 503, 620]
notice-body: The following person(s) is (are) doing business as: HOME OWNER REALTY GROUP, 29132 SHERMAN PL, CANYON COUNTRY, CA 91387. Full name of registrant(s) is (are) JORGE A. SANCHEZ, 29132 SHERMAN PL, CANYON COUNTRY, CA 91387. This Business is conducted by: A GENERAL PARTNERSHIP. Signed: JORGE A. SANCHEZ. This statement was filed with the County Clerk of Los Angeles County on 08/26/2014. Mountain Views News Dates Pub: August 30, Sept. 06, 13, 20, 2014	[178, 1305, 346, 1405]
notice-heading: FICTITIOUS BUSINESS NAME STATEMENT	[352, 901, 503, 911]
legal-notice	[4, 1150, 172, 1286]
legal-notice	[874, 634, 1042, 734]
notice-file-number: File No. 2014-240579	[4, 419, 72, 429]
footer-email[interactable]: Email: editor@mtnviewsnews.com	[653, 1971, 851, 1985]
legal-notice	[178, 611, 346, 738]
notice-body: The following person(s) is (are) doing business as: YSIE, 3040 ANZA AVE #317, TORRANCE, CA 90503. Full name of registrant(s) is (are) YSIE, 3040 ANZA AVE #317, TORRANCE, CA 90503. Mountain Views News Dates Pub: August 30, Sept. 06, 13, 20, 2014	[700, 1255, 868, 1311]
legal-notice	[874, 843, 1042, 952]
legal-notice	[700, 1011, 868, 1120]
notice-column	[526, 84, 694, 1962]
notice-body: The following person(s) is (are) doing business as: PTM TRANSPORT, 12300 SHELDON ST, SUN VALLEY, CA 91352. Full name of registrant(s) is (are) PINAGOT PRAGTINGSORN, 12300 SHELDON ST, SUN VALLEY, CA 91352. This Business is conducted by: AN INDIVIDUAL. Signed: PINAGOT PRAGTINGSORN. This statement was filed with the County Clerk of Los Angeles County on 07/14/2014. Mountain Views News Dates Pub: August 30, Sept. 06, 13, 20, 2014	[526, 1082, 694, 1174]
legal-notice	[178, 742, 346, 878]
notice-heading: FICTITIOUS BUSINESS NAME STATEMENT	[526, 1064, 677, 1074]
legal-notice	[352, 1042, 520, 1160]
legal-notice	[352, 901, 520, 1037]
notice-file-number: File No. 2014-230008	[874, 1069, 942, 1079]
legal-notice	[4, 1423, 172, 1550]
page-label: B5	[1004, 3, 1048, 41]
notice-heading: FICTITIOUS BUSINESS NAME STATEMENT	[352, 1041, 503, 1051]
legal-notice	[700, 1124, 868, 1233]
notice-heading: FICTITIOUS BUSINESS NAME STATEMENT	[4, 1009, 155, 1019]
notice-body: The following person(s) is (are) doing business as: ARLENE'S GOURMET COOKIES, 5390 FAIRVIEW BLVD, LA, CA 90056. Full name of registrant(s) is (are) BROOKS COMPANY, 5390 FAIRVIEW BLVD, LA, CA 90056. This Business is conducted by: A CORPORATION. Signed: ARLENE BROOKS. This statement was filed with the County Clerk of Los Angeles County on 08/08/2014. Mountain Views News Dates Pub: August 23, 30, Sept. 06, 13, 2014	[874, 1078, 1042, 1161]
notice-body: The following person(s) is (are) doing business as: G & S TOWING, 3015 HILLST UNIT 14, LA, CA 90011. Full name of registrant(s) is (are) GLORIA RAMIREZ CLARA, 838 S. HILL ST UNIT 14, LA, CA 90011. This Business is conducted by: AN INDIVIDUAL. Signed: GLORIA RAMIREZ CLARA. This statement was filed with the County Clerk of Los Angeles County on 08/25/2014. NOTICE- This Fictitious Name Statement expires five years from the date it was filed in the office of the County Clerk. Mountain Views News Dates Pub: August 30, Sept. 06, 13, 20, 2014	[178, 1041, 346, 1151]
notice-file-number: File No. 2014-240611	[526, 478, 594, 488]
notice-heading: FICTITIOUS BUSINESS NAME STATEMENT	[4, 84, 155, 93]
notice-file-number: File No. 2014-233819	[874, 320, 942, 330]
legal-notice	[700, 565, 868, 674]
notice-body: The following person(s) is (are) doing business as: RAPTA, 2129 RAMSEY ST, ALHAMBRA, CA 91803. Full name of registrant(s) is (are) MELINSA RAMIREZ, 2129 RAMSEY ST, ALHAMBRA, CA 91803. This Business is conducted by: AN INDIVIDUAL. Signed: MELINSA RAMIREZ. This statement was filed with the County Clerk of Los Angeles County on 08/25/2014. NOTICE- This Fictitious Name Statement expires five years from the date it was filed in the office of the County Clerk. Mountain Views News Dates Pub: August 30, Sept. 06, 13, 20, 2014	[700, 102, 868, 211]
notice-body: The following person(s) is (are) doing business as: WIENERSCHNITZEL #60, 2890 W LA PALMA AVE, ANAHEIM, CA 92801. Full name of registrant(s) is (are) JENNIE FRICK, 1201 W. BALL RD, ANAHEIM, CA 92801. This Business is conducted by: A CORPORATION. Signed: JENNIE FRICK. This statement was filed with the County Clerk of Los Angeles County on 08/28/2014. Mountain Views News Dates Pub: August 30, Sept. 06, 13, 20, 2014	[700, 1028, 868, 1120]
notice-heading: FICTITIOUS BUSINESS NAME STATEMENT	[178, 338, 329, 348]
notice-heading: FICTITIOUS BUSINESS NAME STATEMENT	[352, 478, 503, 488]
legal-notice	[178, 479, 346, 606]
notice-column	[178, 84, 346, 1962]
notice-file-number: STATEMENT OF ABANDONMENT OF USE OF FICTITIOUS BUSINESS NAME	[874, 206, 1042, 225]
publication-line: Mountain Views News Saturday, August 30, 2014	[725, 60, 1048, 76]
notice-file-number: File No. 2014-243171	[352, 910, 420, 920]
notice-file-number: File No. 2014-243465	[178, 751, 246, 761]
footer-publication: Mountain Views News	[8, 1971, 126, 1985]
legal-notice	[874, 738, 1042, 838]
legal-notice	[352, 760, 520, 896]
legal-notice	[526, 84, 694, 211]
notice-body: The following person(s) is (are) doing business as: G.I.S. COMPANY, 1610 N. LONG BEACH BLVD UNIT C, COMPTON, CA 90221. Full name of registrant(s) is (are) DAVID OPSON, 1610 N. LONG BEACH BLVD. UNIT C, COMPTON, CA 90221. This Business is conducted by: AN INDIVIDUAL. Signed: DAVID OPSON. This statement was filed with the County Clerk of Los Angeles County on 08/28/2014. NOTICE- This Fictitious Name Statement expires five years from the date it was filed in the office of the County Clerk. Mountain Views News Dates Pub: August 30, Sept. 06, 13, 20, 2014	[178, 1173, 346, 1282]
notice-body: The following person(s) is (are) doing business as: LM ART & INVESTMENT CO, 3334 OAKMONT VIEW DR, GLENDALE, CA 91208. Full name of registrant(s) is (are) LUZVIMINDA L. MONDONEDO, 3334 OAKMONT VIEW DR, GLENDALE, CA 91208. This Business is conducted by: AN INDIVIDUAL. Signed: LUZVIMINDA L. MONDONEDO. This statement was filed with the County Clerk of Los Angeles County on 08/22/2014. Mountain Views News Dates Pub: August 30, Sept. 06, 13, 20, 2014	[352, 1059, 520, 1160]
